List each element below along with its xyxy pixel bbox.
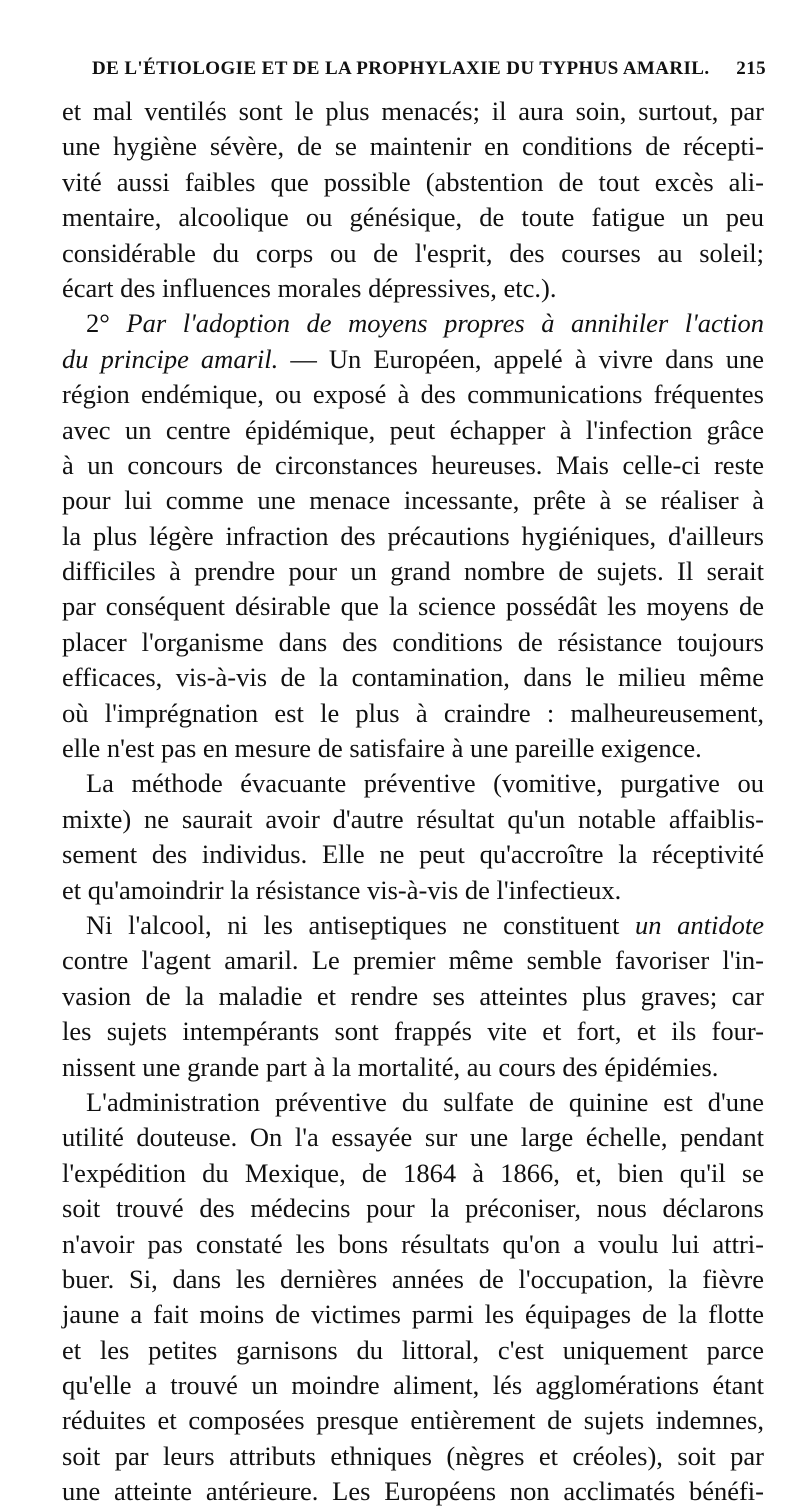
- text-line: n'avoir pas constaté les bons résultats qu'on a voulu lui attri-: [62, 1228, 764, 1259]
- text-line: contre l'agent amaril. Le premier même semble favoriser l'in-: [62, 945, 764, 976]
- text-line: considérable du corps ou de l'esprit, des courses au soleil;: [62, 237, 764, 268]
- text-line: efficaces, vis-à-vis de la contamination, dans le milieu même: [62, 662, 764, 693]
- section-number: 2°: [86, 308, 127, 339]
- section-heading-cont: du principe amaril.: [62, 343, 279, 374]
- text-line: l'expédition du Mexique, de 1864 à 1866, et, bien qu'il se: [62, 1157, 764, 1188]
- text-line: mentaire, alcoolique ou génésique, de toute fatigue un peu: [62, 202, 764, 233]
- text-line: une atteinte antérieure. Les Européens non acclimatés bénéfi-: [62, 1476, 764, 1507]
- text-line: région endémique, ou exposé à des communications fréquentes: [62, 379, 764, 410]
- text-line: difficiles à prendre pour un grand nombre de sujets. Il serait: [62, 556, 764, 587]
- text-line: la plus légère infraction des précautions hygiéniques, d'ailleurs: [62, 520, 764, 551]
- text-line: soit par leurs attributs ethniques (nègres et créoles), soit par: [62, 1440, 764, 1471]
- text-line: placer l'organisme dans des conditions de résistance toujours: [62, 626, 764, 657]
- text-line: écart des influences morales dépressives, etc.).: [62, 272, 557, 303]
- text-line: [62, 306, 764, 341]
- text-line: nissent une grande part à la mortalité, au cours des épidémies.: [62, 1051, 719, 1082]
- emphasis: un antidote: [635, 909, 764, 940]
- text-line: [62, 908, 764, 943]
- text-line: sement des individus. Elle ne peut qu'accroître la réceptivité: [62, 839, 764, 870]
- text-line: et les petites garnisons du littoral, c'est uniquement parce: [62, 1334, 764, 1365]
- text-line: jaune a fait moins de victimes parmi les équipages de la flotte: [62, 1299, 764, 1330]
- text-line: où l'imprégnation est le plus à craindre : malheureusement,: [62, 697, 764, 728]
- text-line: utilité douteuse. On l'a essayée sur une large échelle, pendant: [62, 1122, 764, 1153]
- text-line: avec un centre épidémique, peut échapper à l'infection grâce: [62, 414, 764, 445]
- text-line: et mal ventilés sont le plus menacés; il aura soin, surtout, par: [62, 96, 764, 126]
- text-line: mixte) ne saurait avoir d'autre résultat qu'un notable affaiblis-: [62, 803, 764, 834]
- text-line: une hygiène sévère, de se maintenir en conditions de récepti-: [62, 131, 764, 162]
- text-line: buer. Si, dans les dernières années de l'occupation, la fièvre: [62, 1263, 764, 1294]
- text-line: soit trouvé des médecins pour la préconiser, nous déclarons: [62, 1193, 764, 1224]
- text-line: par conséquent désirable que la science possédât les moyens de: [62, 591, 764, 622]
- text-line: pour lui comme une menace incessante, prête à se réaliser à: [62, 485, 764, 516]
- section-heading: Par l'adoption de moyens propres à annihiler l'action: [126, 308, 764, 339]
- text-line: les sujets intempérants sont frappés vite et fort, et ils four-: [62, 1016, 764, 1047]
- text-line: La méthode évacuante préventive (vomitive, purgative ou: [86, 768, 764, 799]
- body-text: [62, 94, 764, 1510]
- text-fragment: — Un Européen, appelé à vivre dans une: [278, 343, 764, 374]
- text-line: [62, 342, 764, 377]
- text-fragment: Ni l'alcool, ni les antiseptiques ne constituent: [86, 909, 636, 940]
- text-line: elle n'est pas en mesure de satisfaire à une pareille exigence.: [62, 733, 702, 764]
- text-line: et qu'amoindrir la résistance vis-à-vis de l'infectieux.: [62, 874, 622, 905]
- text-line: à un concours de circonstances heureuses. Mais celle-ci reste: [62, 449, 764, 480]
- text-line: L'administration préventive du sulfate de quinine est d'une: [86, 1086, 764, 1117]
- header-title: DE L'ÉTIOLOGIE ET DE LA PROPHYLAXIE DU TYPHUS AMARIL.: [92, 58, 710, 79]
- text-line: réduites et composées presque entièrement de sujets indemnes,: [62, 1405, 764, 1436]
- page-number: 215: [736, 58, 766, 79]
- text-line: vasion de la maladie et rendre ses atteintes plus graves; car: [62, 980, 764, 1011]
- text-line: vité aussi faibles que possible (abstention de tout excès ali-: [62, 166, 764, 197]
- text-line: qu'elle a trouvé un moindre aliment, lés agglomérations étant: [62, 1370, 764, 1401]
